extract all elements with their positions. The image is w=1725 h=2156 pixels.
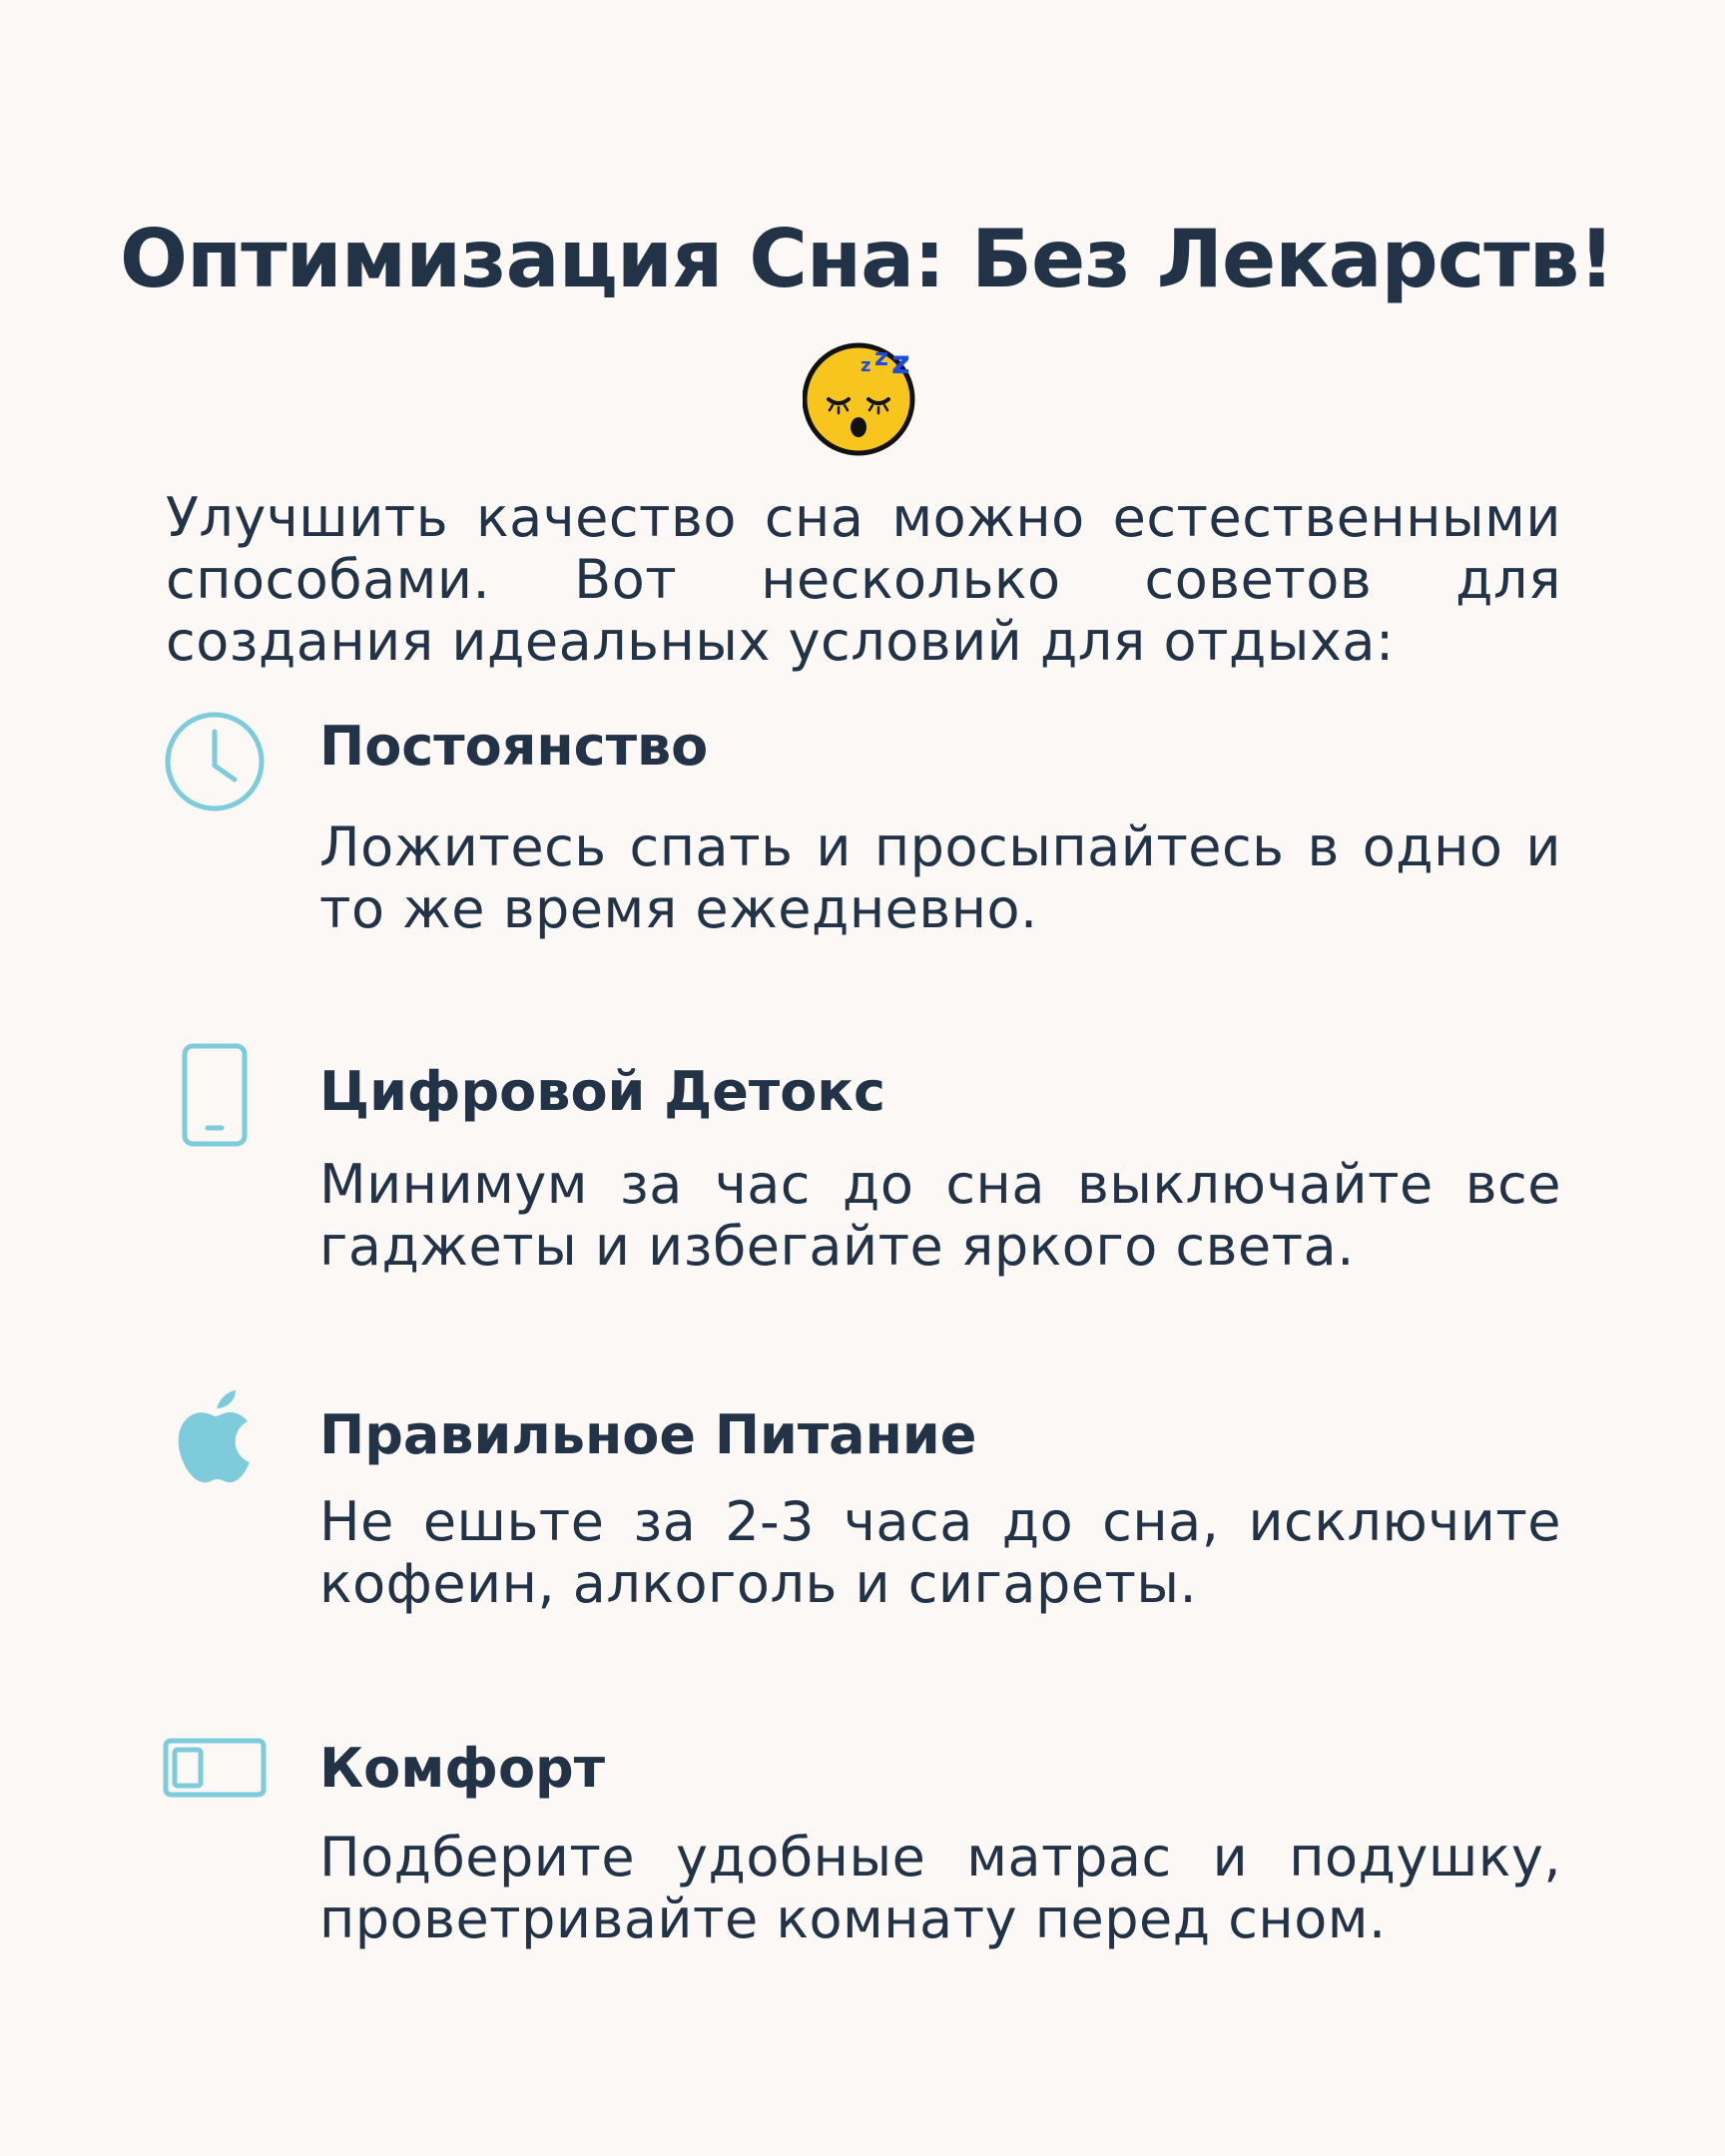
tip-title: Комфорт [319,1737,606,1800]
smartphone-icon [160,1040,270,1150]
clock-icon [160,707,270,816]
tip-title: Постоянство [319,715,709,778]
tip-body: Минимум за час до сна выключайте все гаджеты и избегайте яркого света. [319,1153,1561,1278]
bed-icon [160,1713,270,1823]
tip-body: Ложитесь спать и просыпайтесь в одно и то же время ежедневно. [319,815,1561,940]
tip-body: Не ешьте за 2-3 часа до сна, исключите кофеин, алкоголь и сигареты. [319,1490,1561,1615]
svg-text:z: z [891,343,910,381]
intro-text: Улучшить качество сна можно естественными способами. Вот несколько советов для создания идеальных условий для отдыха: [166,486,1561,673]
tip-body: Подберите удобные матрас и подушку, проветривайте комнату перед сном. [319,1826,1561,1950]
svg-text:z: z [874,343,888,371]
svg-text:z: z [861,355,871,376]
tip-title: Правильное Питание [319,1403,977,1466]
page-title: Оптимизация Сна: Без Лекарств! [120,213,1614,305]
apple-icon [160,1381,270,1491]
tip-title: Цифровой Детокс [319,1060,885,1123]
sleeping-face-icon [803,337,922,457]
